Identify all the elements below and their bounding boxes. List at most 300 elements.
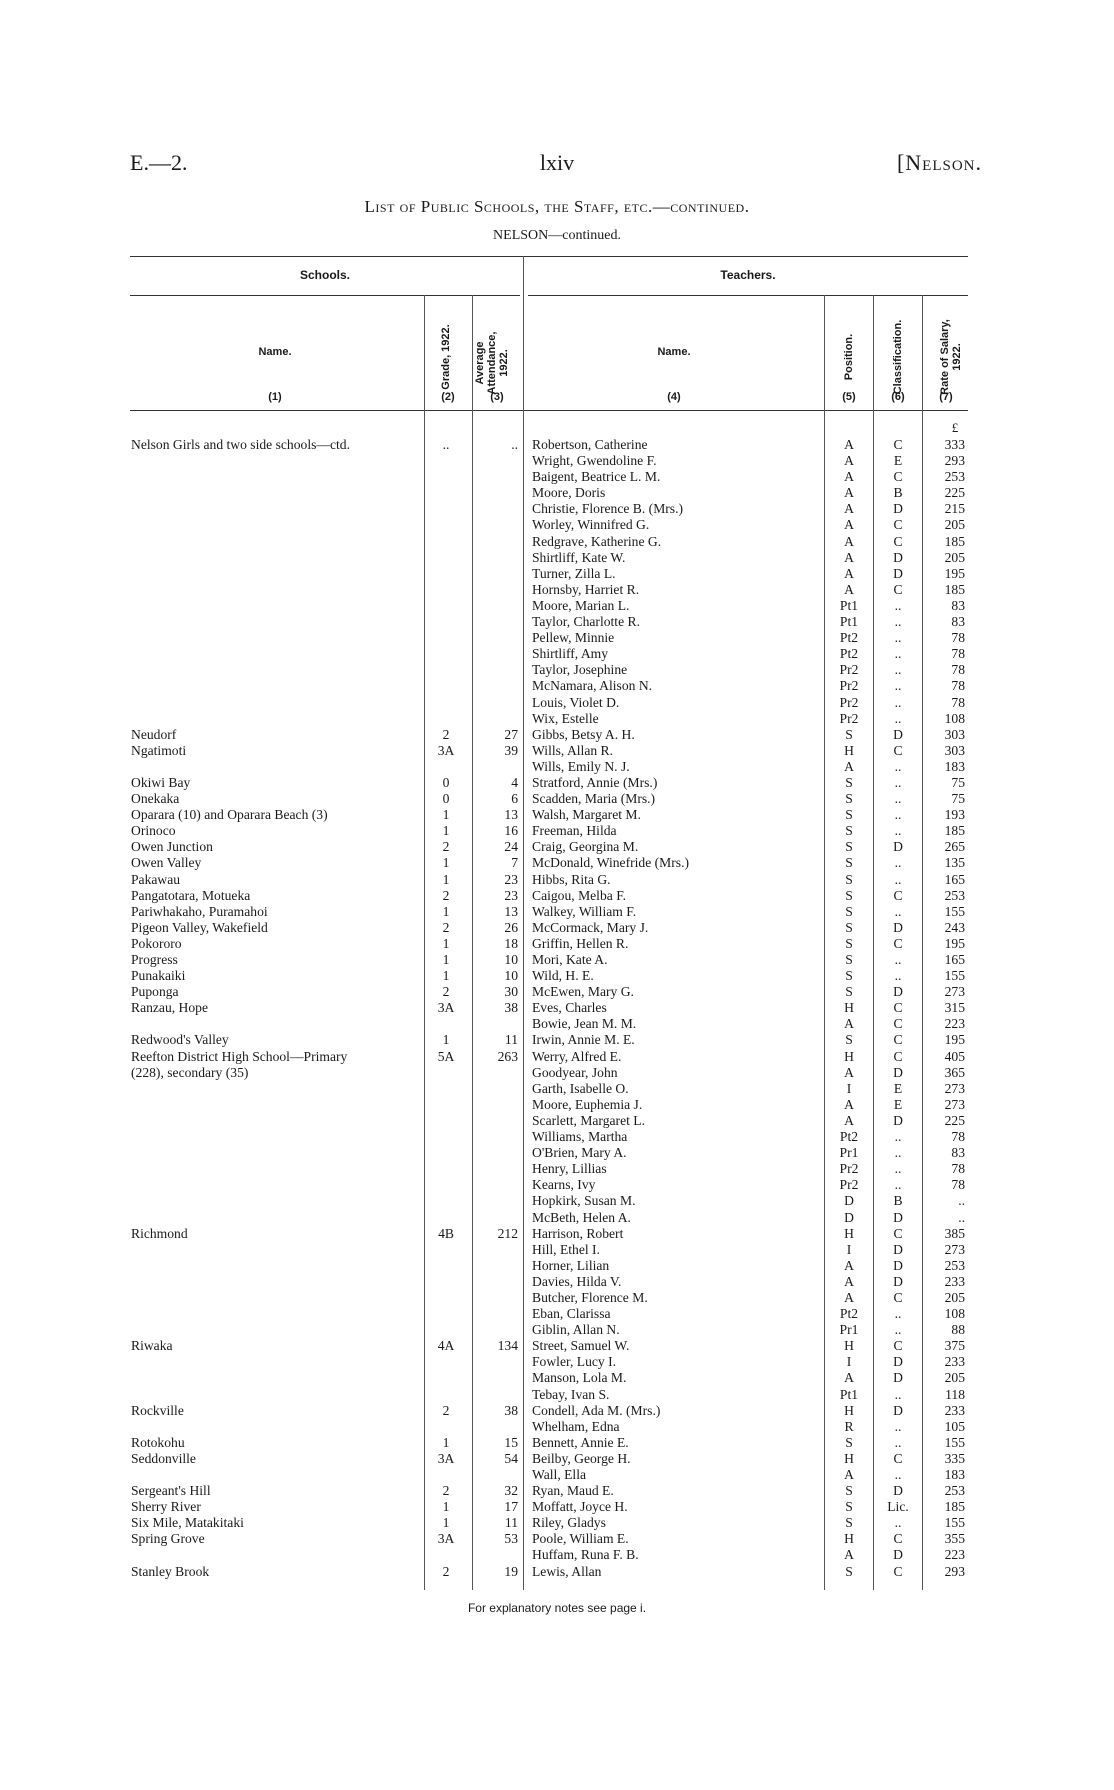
table-row — [0, 630, 1114, 646]
teacher-position: Pr2 — [839, 1161, 859, 1177]
teacher-classification: .. — [894, 1129, 902, 1145]
teacher-classification: D — [893, 839, 903, 855]
header-bottom-rule — [130, 410, 968, 411]
table-row — [0, 678, 1114, 694]
school-name: Orinoco — [131, 823, 176, 839]
school-grade: 5A — [437, 1048, 455, 1064]
table-row — [0, 469, 1114, 485]
teacher-classification: D — [893, 1209, 903, 1225]
teacher-name: Goodyear, John — [532, 1064, 618, 1080]
average-attendance: 23 — [504, 887, 518, 903]
teacher-position: A — [844, 1273, 854, 1289]
school-name: Pigeon Valley, Wakefield — [131, 919, 268, 935]
teacher-classification: Lic. — [887, 1499, 909, 1515]
teacher-position: S — [845, 871, 853, 887]
average-attendance: 38 — [504, 1402, 518, 1418]
average-attendance: 18 — [504, 935, 518, 951]
salary-rate: .. — [958, 1209, 965, 1225]
teacher-name: Mori, Kate A. — [532, 952, 608, 967]
teacher-position: S — [845, 855, 853, 871]
school-grade: 3A — [437, 742, 455, 758]
salary-rate: 195 — [944, 565, 965, 581]
teacher-classification: C — [893, 1531, 903, 1547]
table-row — [0, 1467, 1114, 1483]
teacher-name: O'Brien, Mary A. — [532, 1145, 627, 1161]
teacher-classification: .. — [894, 1467, 902, 1482]
salary-rate: 215 — [944, 501, 965, 517]
table-row — [0, 1435, 1114, 1451]
salary-rate: 303 — [944, 726, 965, 742]
teacher-name: Gibbs, Betsy A. H. — [532, 726, 635, 742]
school-grade: 1 — [442, 823, 450, 839]
teacher-position: S — [845, 903, 853, 919]
teacher-position: A — [844, 501, 854, 517]
teacher-classification: .. — [894, 1434, 902, 1450]
table-row — [0, 904, 1114, 920]
average-attendance: 54 — [504, 1450, 518, 1466]
school-name: Six Mile, Matakitaki — [131, 1515, 244, 1531]
school-grade: 2 — [442, 1563, 450, 1579]
teacher-classification: D — [893, 1273, 903, 1289]
teacher-position: A — [844, 533, 854, 549]
average-attendance: 13 — [504, 903, 518, 919]
table-row — [0, 1483, 1114, 1499]
school-grade: 1 — [442, 1515, 450, 1531]
table-row — [0, 855, 1114, 871]
salary-rate: 293 — [944, 1563, 965, 1579]
teacher-name: Butcher, Florence M. — [532, 1289, 648, 1305]
average-attendance: 11 — [504, 1032, 518, 1048]
table-row — [0, 662, 1114, 678]
teacher-classification: D — [893, 726, 903, 742]
teacher-classification: C — [893, 533, 903, 549]
salary-rate: 78 — [951, 662, 965, 678]
average-attendance: 27 — [504, 726, 518, 742]
teacher-position: D — [844, 1193, 854, 1209]
classification-header: Classification. — [892, 319, 904, 395]
school-grade: 1 — [442, 871, 450, 887]
school-name: Owen Junction — [131, 839, 213, 855]
teacher-position: A — [844, 1064, 854, 1080]
salary-rate: 78 — [951, 1177, 965, 1193]
table-row — [0, 1403, 1114, 1419]
teacher-position: Pr2 — [839, 678, 859, 694]
salary-rate: 265 — [944, 839, 965, 855]
teacher-position: D — [844, 1209, 854, 1225]
teacher-position: S — [845, 1515, 853, 1531]
teacher-classification: .. — [894, 614, 902, 630]
schools-group-rule — [130, 295, 520, 296]
salary-rate: 165 — [944, 952, 965, 967]
teacher-name: McNamara, Alison N. — [532, 678, 653, 694]
teacher-classification: .. — [894, 662, 902, 678]
teacher-classification: D — [893, 1370, 903, 1386]
teacher-position: A — [844, 1547, 854, 1563]
teacher-name: Moore, Doris — [532, 485, 606, 501]
teacher-classification: .. — [894, 807, 902, 823]
teacher-classification: D — [893, 1112, 903, 1128]
table-row — [0, 485, 1114, 501]
teacher-classification: D — [893, 501, 903, 517]
teacher-name: Redgrave, Katherine G. — [532, 533, 662, 549]
average-attendance: 32 — [504, 1483, 518, 1499]
salary-rate: 385 — [944, 1225, 965, 1241]
teacher-classification: C — [893, 1450, 903, 1466]
currency-symbol: £ — [951, 420, 959, 435]
school-grade: 4B — [438, 1225, 454, 1241]
salary-rate: 78 — [951, 1129, 965, 1145]
teacher-name: Walkey, William F. — [532, 903, 637, 919]
teacher-classification: B — [893, 1193, 903, 1209]
salary-rate: 233 — [944, 1273, 965, 1289]
teacher-name: Lewis, Allan — [532, 1563, 602, 1579]
teacher-name: Tebay, Ivan S. — [532, 1386, 610, 1402]
school-grade: 1 — [442, 935, 450, 951]
staff-table-body — [0, 437, 1114, 1580]
teacher-classification: D — [893, 565, 903, 581]
salary-rate: 273 — [944, 1096, 965, 1112]
salary-rate: 185 — [944, 823, 965, 839]
salary-rate: 335 — [944, 1450, 965, 1466]
average-attendance: 134 — [497, 1338, 518, 1354]
table-row — [0, 614, 1114, 630]
salary-rate: 205 — [944, 517, 965, 533]
footer-note: For explanatory notes see page i. — [467, 1601, 647, 1615]
average-attendance: 39 — [504, 742, 518, 758]
teacher-position: Pt2 — [839, 1306, 859, 1322]
table-row — [0, 1258, 1114, 1274]
teacher-position: S — [845, 935, 853, 951]
table-row — [0, 791, 1114, 807]
teacher-name: Moffatt, Joyce H. — [532, 1499, 628, 1515]
teacher-name-header: Name. — [657, 346, 691, 358]
teacher-name: Caigou, Melba F. — [532, 887, 627, 903]
teacher-position: A — [844, 517, 854, 533]
teacher-name: Poole, William E. — [532, 1531, 629, 1547]
table-row — [0, 1097, 1114, 1113]
teacher-position: S — [845, 791, 853, 807]
school-grade: 3A — [437, 1531, 455, 1547]
salary-rate: 293 — [944, 453, 965, 469]
table-row — [0, 1274, 1114, 1290]
table-row — [0, 807, 1114, 823]
teacher-name: Giblin, Allan N. — [532, 1322, 620, 1338]
teachers-group-rule — [528, 295, 968, 296]
table-row — [0, 888, 1114, 904]
salary-rate: 223 — [944, 1016, 965, 1032]
table-row — [0, 1306, 1114, 1322]
teacher-position: S — [845, 823, 853, 839]
table-row — [0, 1113, 1114, 1129]
teacher-classification: C — [893, 1032, 903, 1048]
teacher-classification: C — [893, 1225, 903, 1241]
teacher-classification: .. — [894, 630, 902, 646]
table-row — [0, 759, 1114, 775]
teacher-name: Condell, Ada M. (Mrs.) — [532, 1402, 661, 1418]
school-name: Sergeant's Hill — [131, 1483, 211, 1499]
table-row — [0, 453, 1114, 469]
school-name: Neudorf — [131, 726, 177, 742]
teacher-classification: .. — [894, 903, 902, 919]
school-name: Stanley Brook — [131, 1563, 210, 1579]
teacher-position: Pt2 — [839, 1129, 859, 1145]
salary-rate: 155 — [944, 1515, 965, 1531]
school-name: Redwood's Valley — [131, 1032, 229, 1048]
teacher-classification: C — [893, 1563, 903, 1579]
salary-rate: 195 — [944, 1032, 965, 1048]
teacher-position: S — [845, 839, 853, 855]
teacher-name: Moore, Euphemia J. — [532, 1096, 643, 1112]
teacher-classification: E — [893, 1080, 903, 1096]
salary-rate: 193 — [944, 807, 965, 823]
school-grade: 1 — [442, 855, 450, 871]
teacher-name: Hill, Ethel I. — [532, 1241, 600, 1257]
teacher-name: Christie, Florence B. (Mrs.) — [532, 501, 684, 517]
teacher-name: Eban, Clarissa — [532, 1306, 611, 1322]
teacher-position: H — [844, 1338, 854, 1354]
school-name: Puponga — [131, 984, 179, 1000]
school-name: Owen Valley — [131, 855, 202, 871]
table-row — [0, 695, 1114, 711]
teacher-position: S — [845, 887, 853, 903]
school-grade: 2 — [442, 887, 450, 903]
teacher-classification: .. — [894, 952, 902, 967]
teacher-position: A — [844, 758, 854, 774]
school-name: Spring Grove — [131, 1531, 205, 1547]
column-number: (3) — [490, 391, 504, 403]
teacher-classification: E — [893, 1096, 903, 1112]
table-row — [0, 1000, 1114, 1016]
average-attendance: 26 — [504, 919, 518, 935]
salary-rate: 223 — [944, 1547, 965, 1563]
table-row — [0, 711, 1114, 727]
teacher-position: A — [844, 453, 854, 469]
page-subtitle: NELSON—continued. — [493, 228, 621, 243]
teacher-name: Werry, Alfred E. — [532, 1048, 622, 1064]
school-grade: 1 — [442, 807, 450, 823]
school-name: Pokororo — [131, 935, 182, 951]
salary-rate: 233 — [944, 1402, 965, 1418]
teacher-classification: C — [893, 1338, 903, 1354]
teacher-classification: C — [893, 1048, 903, 1064]
teacher-position: Pr1 — [839, 1145, 859, 1161]
table-row — [0, 582, 1114, 598]
school-name: Rockville — [131, 1402, 184, 1418]
table-row — [0, 1129, 1114, 1145]
salary-rate: 183 — [944, 1467, 965, 1482]
teacher-name: Davies, Hilda V. — [532, 1273, 622, 1289]
teacher-classification: .. — [894, 678, 902, 694]
teacher-position: H — [844, 742, 854, 758]
school-name: Ranzau, Hope — [131, 1000, 209, 1016]
salary-rate: 273 — [944, 1241, 965, 1257]
school-grade: 2 — [442, 1483, 450, 1499]
attendance-header: Average Attendance, 1922. — [474, 331, 510, 395]
teacher-name: Louis, Violet D. — [532, 694, 620, 710]
salary-rate: 155 — [944, 903, 965, 919]
teacher-position: S — [845, 984, 853, 1000]
teacher-name: Hopkirk, Susan M. — [532, 1193, 636, 1209]
teacher-classification: E — [893, 453, 903, 469]
teacher-classification: .. — [894, 710, 902, 726]
teacher-position: S — [845, 952, 853, 967]
teacher-position: A — [844, 581, 854, 597]
salary-rate: 108 — [944, 710, 965, 726]
teacher-name: Huffam, Runa F. B. — [532, 1547, 639, 1563]
table-row — [0, 598, 1114, 614]
teacher-position: H — [844, 1225, 854, 1241]
average-attendance: 15 — [504, 1434, 518, 1450]
school-grade: 1 — [442, 1032, 450, 1048]
average-attendance: 263 — [497, 1048, 518, 1064]
table-row — [0, 1016, 1114, 1032]
school-grade: 3A — [437, 1450, 455, 1466]
salary-rate: 83 — [951, 1145, 965, 1161]
table-row — [0, 1177, 1114, 1193]
average-attendance: 16 — [504, 823, 518, 839]
school-name: Onekaka — [131, 791, 180, 807]
table-row — [0, 839, 1114, 855]
salary-rate: 75 — [951, 791, 965, 807]
teacher-name: Pellew, Minnie — [532, 630, 615, 646]
column-number: (5) — [842, 391, 856, 403]
salary-rate: 273 — [944, 1080, 965, 1096]
table-row — [0, 1515, 1114, 1531]
table-row — [0, 1242, 1114, 1258]
table-row — [0, 517, 1114, 533]
teacher-classification: .. — [894, 1418, 902, 1434]
teacher-position: S — [845, 807, 853, 823]
table-row — [0, 1531, 1114, 1547]
salary-rate: 195 — [944, 935, 965, 951]
school-name: Riwaka — [131, 1338, 173, 1354]
teacher-name: McBeth, Helen A. — [532, 1209, 631, 1225]
salary-rate: 253 — [944, 887, 965, 903]
teacher-name: McDonald, Winefride (Mrs.) — [532, 855, 689, 871]
teacher-position: S — [845, 1563, 853, 1579]
school-grade: 0 — [442, 791, 450, 807]
salary-rate: 78 — [951, 678, 965, 694]
teacher-position: Pt2 — [839, 630, 859, 646]
teacher-name: Taylor, Charlotte R. — [532, 614, 640, 630]
school-grade: 2 — [442, 726, 450, 742]
teacher-classification: .. — [894, 1177, 902, 1193]
position-header: Position. — [843, 333, 855, 381]
teacher-classification: C — [893, 437, 903, 452]
salary-rate: 118 — [945, 1386, 965, 1402]
teacher-name: Williams, Martha — [532, 1129, 628, 1145]
column-number: (4) — [667, 391, 681, 403]
salary-rate: 78 — [951, 646, 965, 662]
school-name: Seddonville — [131, 1450, 196, 1466]
teacher-name: Scarlett, Margaret L. — [532, 1112, 645, 1128]
teacher-classification: .. — [894, 646, 902, 662]
teacher-name: Griffin, Hellen R. — [532, 935, 629, 951]
teacher-name: Henry, Lillias — [532, 1161, 607, 1177]
teacher-position: S — [845, 1032, 853, 1048]
column-number: (7) — [939, 391, 953, 403]
teacher-position: Pt1 — [839, 597, 859, 613]
salary-rate: 405 — [944, 1048, 965, 1064]
salary-rate: .. — [958, 1193, 965, 1209]
salary-rate: 155 — [944, 968, 965, 984]
teacher-classification: C — [893, 935, 903, 951]
table-row — [0, 743, 1114, 759]
teacher-name: Eves, Charles — [532, 1000, 607, 1016]
teacher-position: A — [844, 1096, 854, 1112]
school-grade: 1 — [442, 1434, 450, 1450]
table-row — [0, 1387, 1114, 1403]
teacher-classification: C — [893, 887, 903, 903]
teacher-name: Wills, Emily N. J. — [532, 758, 630, 774]
table-top-rule — [130, 256, 968, 257]
teacher-position: S — [845, 968, 853, 984]
table-row — [0, 727, 1114, 743]
teachers-heading: Teachers. — [720, 268, 776, 282]
school-grade: 1 — [442, 1499, 450, 1515]
teacher-name: Beilby, George H. — [532, 1450, 631, 1466]
table-row — [0, 1032, 1114, 1048]
salary-rate: 273 — [944, 984, 965, 1000]
salary-rate: 135 — [944, 855, 965, 871]
salary-rate: 365 — [944, 1064, 965, 1080]
salary-rate: 333 — [944, 437, 965, 452]
table-row — [0, 1226, 1114, 1242]
teacher-classification: D — [893, 1483, 903, 1499]
teacher-position: S — [845, 1499, 853, 1515]
salary-rate: 205 — [944, 549, 965, 565]
page-number: lxiv — [539, 150, 575, 175]
average-attendance: .. — [511, 437, 518, 452]
average-attendance: 212 — [497, 1225, 518, 1241]
teacher-position: S — [845, 726, 853, 742]
teacher-classification: D — [893, 1547, 903, 1563]
teacher-classification: D — [893, 1402, 903, 1418]
table-row — [0, 501, 1114, 517]
teacher-name: Kearns, Ivy — [532, 1177, 596, 1193]
salary-rate: 108 — [944, 1306, 965, 1322]
teacher-name: Shirtliff, Kate W. — [532, 549, 626, 565]
teacher-name: Walsh, Margaret M. — [532, 807, 641, 823]
teacher-classification: D — [893, 549, 903, 565]
teacher-classification: B — [893, 485, 903, 501]
salary-rate: 243 — [944, 919, 965, 935]
average-attendance: 24 — [504, 839, 518, 855]
school-grade: 1 — [442, 952, 450, 967]
teacher-position: A — [844, 485, 854, 501]
school-name: Nelson Girls and two side schools—ctd. — [131, 437, 350, 452]
school-name: Richmond — [131, 1225, 188, 1241]
teacher-name: Wild, H. E. — [532, 968, 594, 984]
teacher-position: A — [844, 1370, 854, 1386]
table-row — [0, 550, 1114, 566]
teacher-classification: .. — [894, 694, 902, 710]
average-attendance: 19 — [504, 1563, 518, 1579]
table-row — [0, 936, 1114, 952]
teacher-classification: .. — [894, 871, 902, 887]
salary-rate: 183 — [944, 758, 965, 774]
teacher-name: Garth, Isabelle O. — [532, 1080, 629, 1096]
average-attendance: 4 — [511, 774, 518, 790]
table-row — [0, 1354, 1114, 1370]
school-grade: 3A — [437, 1000, 455, 1016]
column-number: (2) — [441, 391, 455, 403]
table-row — [0, 1419, 1114, 1435]
table-row — [0, 534, 1114, 550]
table-row — [0, 437, 1114, 453]
teacher-classification: .. — [894, 1322, 902, 1338]
teacher-classification: .. — [894, 1515, 902, 1531]
